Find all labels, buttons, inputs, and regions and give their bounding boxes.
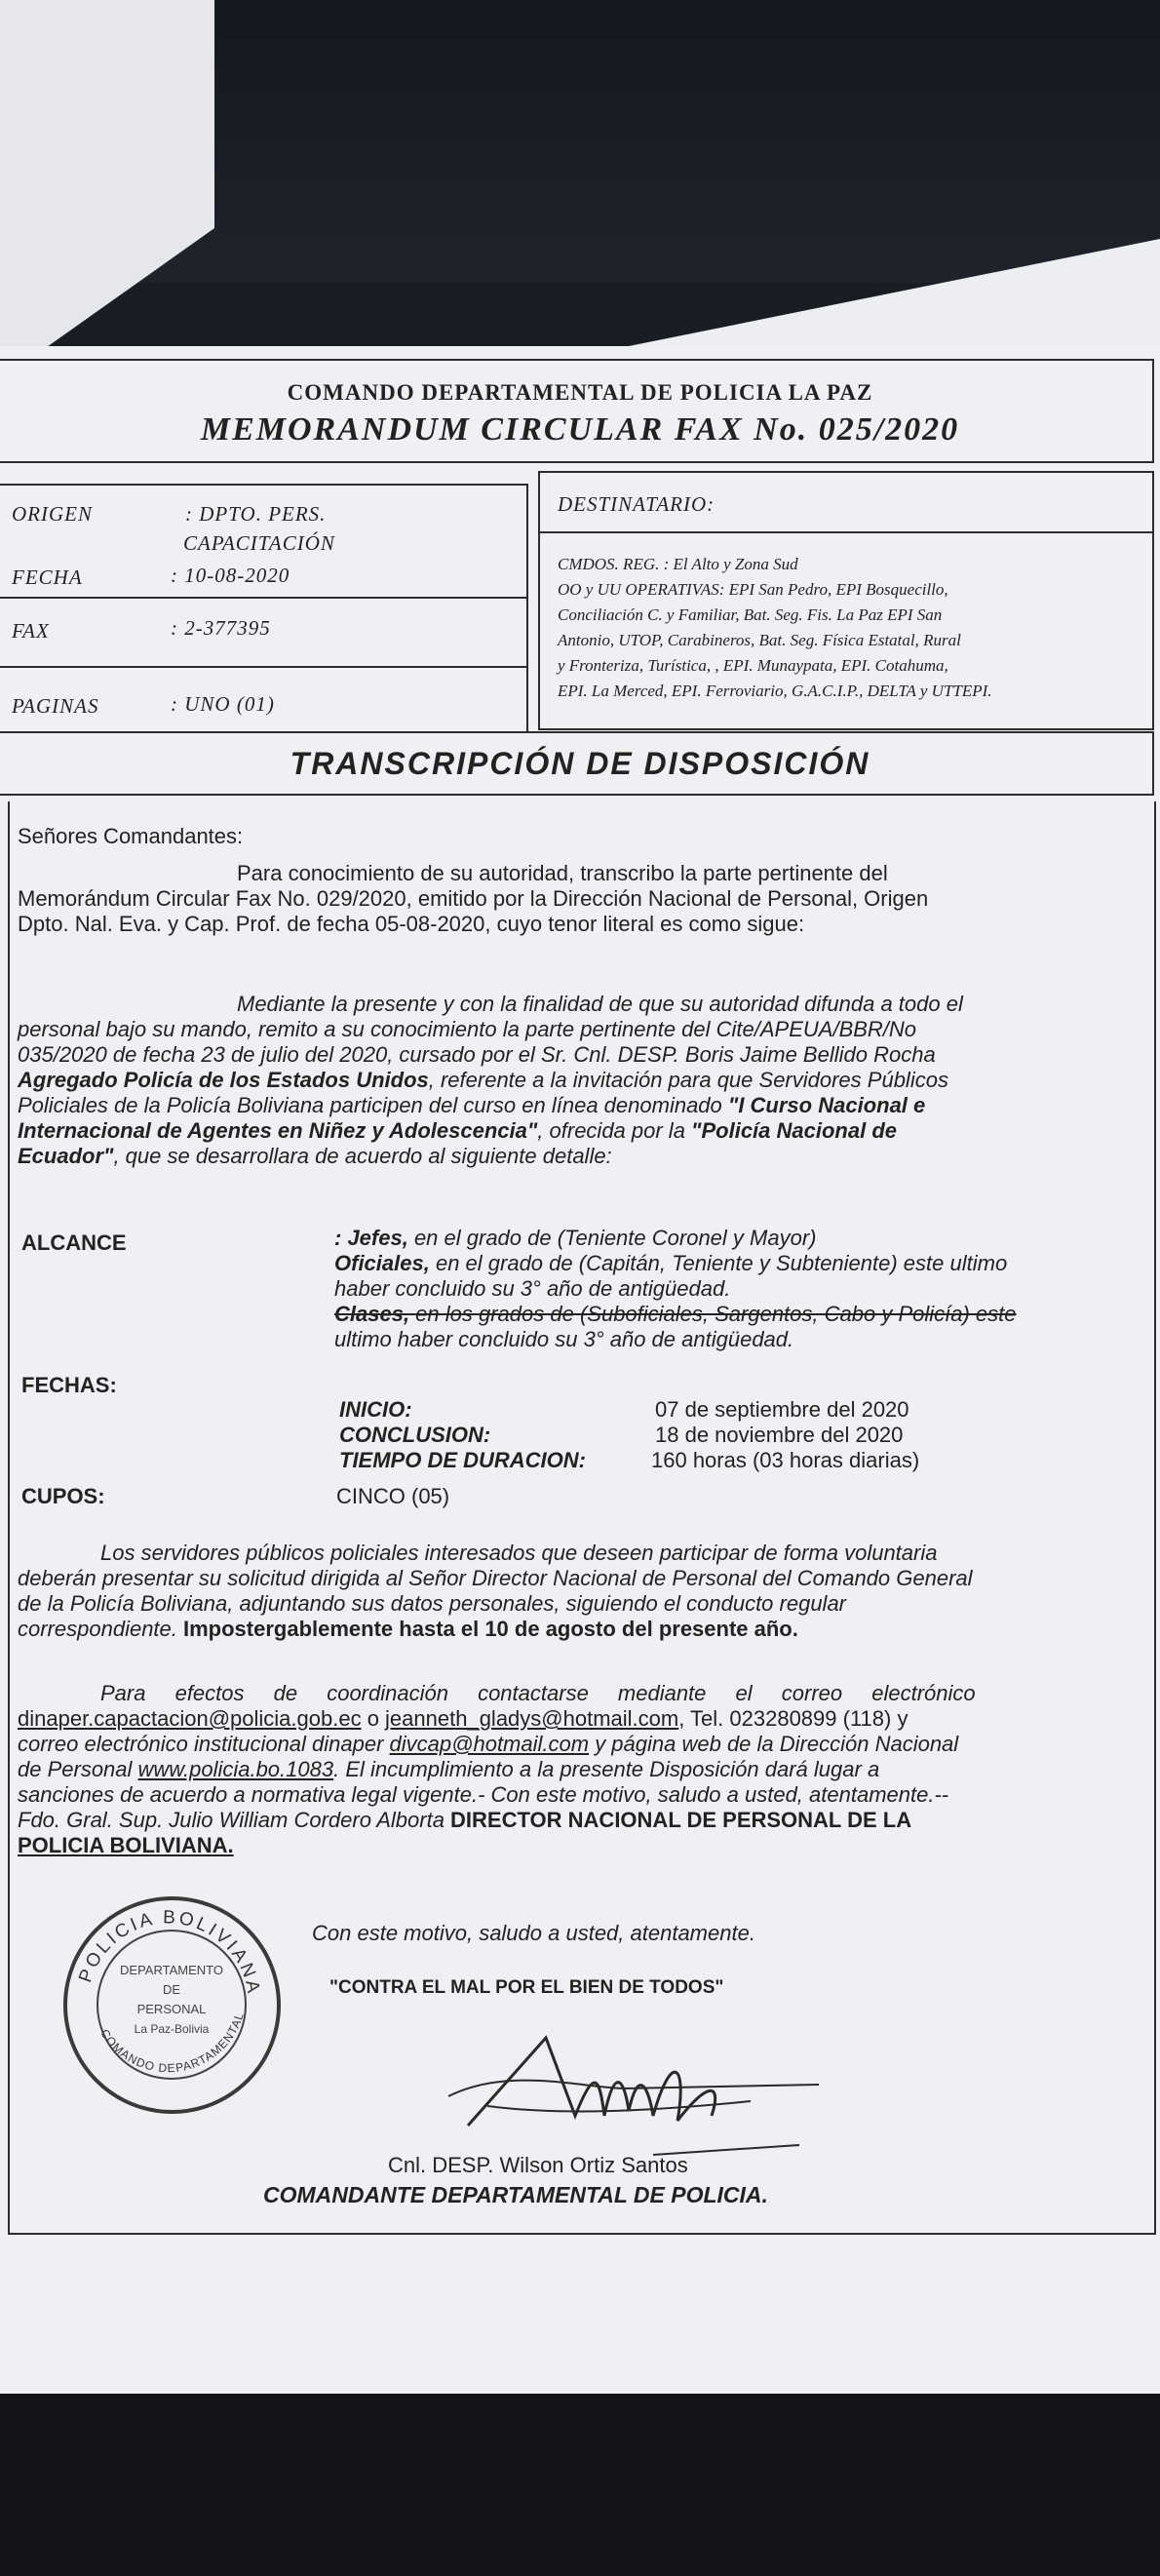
- fecha-label: FECHA: [12, 566, 83, 589]
- stamp-center: [98, 1961, 245, 2039]
- paragraph-3: [18, 1541, 1139, 1642]
- destinatario-line: y Fronteriza, Turística, , EPI. Munaypata, EPI. Cotahuma,: [558, 656, 948, 675]
- p3-text: correspondiente.: [18, 1617, 183, 1641]
- p2-text: , ofrecida por la: [537, 1118, 692, 1143]
- paragraph-1: [18, 861, 1139, 937]
- destinatario-line: CMDOS. REG. : El Alto y Zona Sud: [558, 555, 798, 573]
- stamp-center-4: La Paz-Bolivia: [134, 2022, 210, 2036]
- email-link-2[interactable]: jeanneth_gladys@hotmail.com: [385, 1706, 679, 1731]
- jefes-line: [334, 1226, 1143, 1251]
- clases-line: [334, 1302, 1143, 1327]
- p4-bold: DIRECTOR NACIONAL DE PERSONAL DE LA: [450, 1808, 912, 1832]
- p4-text: Fdo. Gral. Sup. Julio William Cordero Alborta: [18, 1808, 451, 1832]
- fechas-label: FECHAS:: [21, 1373, 117, 1397]
- destinatario-divider: [538, 531, 1152, 533]
- p2-line: 035/2020 de fecha 23 de julio del 2020, cursado por el Sr. Cnl. DESP. Boris Jaime Bellido Rocha: [18, 1042, 936, 1067]
- destinatario-list: [558, 552, 1142, 704]
- p3-bold: Impostergablemente hasta el 10 de agosto del presente año.: [183, 1617, 798, 1641]
- p4-line: sanciones de acuerdo a normativa legal vigente.- Con este motivo, saludo a usted, atentamente.--: [18, 1782, 949, 1807]
- p2-bold: "Policía Nacional de: [691, 1118, 897, 1143]
- p2-line: Mediante la presente y con la finalidad de que su autoridad difunda a todo el: [237, 992, 963, 1016]
- duracion-value: 160 horas (03 horas diarias): [651, 1448, 920, 1472]
- salutation: Señores Comandantes:: [18, 824, 244, 848]
- signature: [429, 2009, 838, 2174]
- folded-paper-corner: [0, 0, 214, 380]
- conclusion-label: CONCLUSION:: [339, 1423, 491, 1447]
- fecha-value: : 10-08-2020: [171, 564, 290, 587]
- official-stamp: [63, 1896, 281, 2114]
- stamp-center-2: DE: [162, 1982, 181, 1997]
- inicio-value: 07 de septiembre del 2020: [655, 1397, 909, 1422]
- alcance-detail: [334, 1226, 1143, 1352]
- origen-label: ORIGEN: [12, 502, 93, 526]
- p2-text: Policiales de la Policía Boliviana participen del curso en línea denominado: [18, 1093, 728, 1117]
- stamp-center-1: DEPARTAMENTO: [120, 1963, 223, 1977]
- p2-line: [18, 1144, 1139, 1169]
- p4-text: . El incumplimiento a la presente Disposición dará lugar a: [333, 1757, 880, 1781]
- p2-bold: Internacional de Agentes en Niñez y Adolescencia": [18, 1118, 538, 1143]
- p4-text: de Personal: [18, 1757, 138, 1781]
- header-org: COMANDO DEPARTAMENTAL DE POLICIA LA PAZ: [287, 380, 873, 405]
- p4-line: [18, 1808, 1139, 1833]
- oficiales-line: [334, 1251, 1143, 1276]
- alcance-label: ALCANCE: [21, 1230, 127, 1255]
- origen-value: : DPTO. PERS.: [185, 502, 327, 526]
- p2-line: [18, 1118, 1139, 1144]
- oficiales-line-2: haber concluido su 3° año de antigüedad.: [334, 1276, 731, 1301]
- email-link-1[interactable]: dinaper.capactacion@policia.gob.ec: [18, 1706, 362, 1731]
- p1-line: Para conocimiento de su autoridad, transcribo la parte pertinente del: [237, 861, 888, 885]
- paragraph-2: [18, 992, 1139, 1169]
- jefes-text: en el grado de (Teniente Coronel y Mayor): [407, 1226, 817, 1250]
- paragraph-4: [18, 1681, 1139, 1858]
- firmante-cargo: COMANDANTE DEPARTAMENTAL DE POLICIA.: [263, 2182, 768, 2207]
- p3-line: Los servidores públicos policiales interesados que deseen participar de forma voluntaria: [100, 1541, 938, 1565]
- p4-text: , Tel. 023280899 (118) y: [678, 1706, 909, 1731]
- fax-value: : 2-377395: [171, 616, 271, 640]
- p2-text: , que se desarrollara de acuerdo al siguiente detalle:: [113, 1144, 612, 1168]
- fax-label: FAX: [12, 619, 50, 643]
- web-link[interactable]: www.policia.bo.1083: [137, 1757, 334, 1781]
- firmante-name: Cnl. DESP. Wilson Ortiz Santos: [388, 2153, 688, 2177]
- background-bottom: [0, 2389, 1160, 2576]
- p3-line: [18, 1617, 1139, 1642]
- p2-line: [18, 1093, 1139, 1118]
- destinatario-label: DESTINATARIO:: [558, 492, 715, 516]
- p4-text: correo electrónico institucional dinaper: [18, 1732, 390, 1756]
- p4-line: [18, 1732, 1139, 1757]
- inicio-label: INICIO:: [339, 1397, 412, 1422]
- p3-line: de la Policía Boliviana, adjuntando sus datos personales, siguiendo el conducto regular: [18, 1591, 847, 1616]
- cupos-label: CUPOS:: [21, 1484, 105, 1508]
- destinatario-line: EPI. La Merced, EPI. Ferroviario, G.A.C.I.P., DELTA y UTTEPI.: [558, 682, 992, 700]
- p2-line: [18, 1068, 1139, 1093]
- p4-text: y página web de la Dirección Nacional: [589, 1732, 959, 1756]
- p4-line: Para efectos de coordinación contactarse mediante el correo electrónico: [100, 1681, 976, 1705]
- paginas-value: : UNO (01): [171, 692, 275, 716]
- clases-line-2: ultimo haber concluido su 3° año de antigüedad.: [334, 1327, 794, 1351]
- closing-lema: "CONTRA EL MAL POR EL BIEN DE TODOS": [329, 1977, 724, 1998]
- p2-bold: Agregado Policía de los Estados Unidos: [18, 1068, 429, 1092]
- transcripcion-title: TRANSCRIPCIÓN DE DISPOSICIÓN: [290, 746, 870, 781]
- info-divider: [0, 597, 526, 599]
- p3-line: deberán presentar su solicitud dirigida al Señor Director Nacional de Personal del Comando General: [18, 1566, 973, 1590]
- duracion-label: TIEMPO DE DURACION:: [339, 1448, 586, 1472]
- jefes-bold: : Jefes,: [334, 1226, 408, 1250]
- destinatario-line: Antonio, UTOP, Carabineros, Bat. Seg. Física Estatal, Rural: [558, 631, 961, 649]
- p4-line: POLICIA BOLIVIANA.: [18, 1833, 234, 1857]
- destinatario-line: OO y UU OPERATIVAS: EPI San Pedro, EPI Bosquecillo,: [558, 580, 948, 599]
- closing-saludo: Con este motivo, saludo a usted, atentamente.: [312, 1921, 755, 1945]
- p2-text: , referente a la invitación para que Servidores Públicos: [428, 1068, 948, 1092]
- memo-title: MEMORANDUM CIRCULAR FAX No. 025/2020: [200, 411, 960, 448]
- p2-bold: "I Curso Nacional e: [727, 1093, 926, 1117]
- stamp-ring-top: POLICIA BOLIVIANA: [75, 1907, 264, 1998]
- stamp-center-3: PERSONAL: [136, 2002, 207, 2016]
- destinatario-line: Conciliación C. y Familiar, Bat. Seg. Fis. La Paz EPI San: [558, 605, 943, 624]
- p4-text: o: [361, 1706, 386, 1731]
- p1-line: Dpto. Nal. Eva. y Cap. Prof. de fecha 05-08-2020, cuyo tenor literal es como sigue:: [18, 912, 805, 936]
- oficiales-text: en el grado de (Capitán, Teniente y Subteniente) este ultimo: [429, 1251, 1008, 1275]
- stamp-inner: [97, 1930, 247, 2080]
- email-link-3[interactable]: divcap@hotmail.com: [389, 1732, 590, 1756]
- paginas-label: PAGINAS: [12, 694, 99, 718]
- oficiales-bold: Oficiales,: [334, 1251, 430, 1275]
- p2-bold: Ecuador": [18, 1144, 114, 1168]
- info-divider-2: [0, 666, 526, 668]
- p4-line: [18, 1706, 1139, 1732]
- origen-value-2: CAPACITACIÓN: [183, 531, 335, 555]
- p1-line: Memorándum Circular Fax No. 029/2020, emitido por la Dirección Nacional de Personal, Origen: [18, 886, 929, 911]
- p2-line: personal bajo su mando, remito a su conocimiento la parte pertinente del Cite/APEUA/BBR/No: [18, 1017, 917, 1041]
- clases-bold: Clases,: [334, 1302, 410, 1326]
- stamp-ring-bottom: COMANDO DEPARTAMENTAL: [97, 2010, 247, 2076]
- cupos-value: CINCO (05): [336, 1484, 450, 1508]
- conclusion-value: 18 de noviembre del 2020: [655, 1423, 904, 1447]
- p4-line: [18, 1757, 1139, 1782]
- clases-text: en los grados de (Suboficiales, Sargentos, Cabo y Policía) este: [409, 1302, 1017, 1326]
